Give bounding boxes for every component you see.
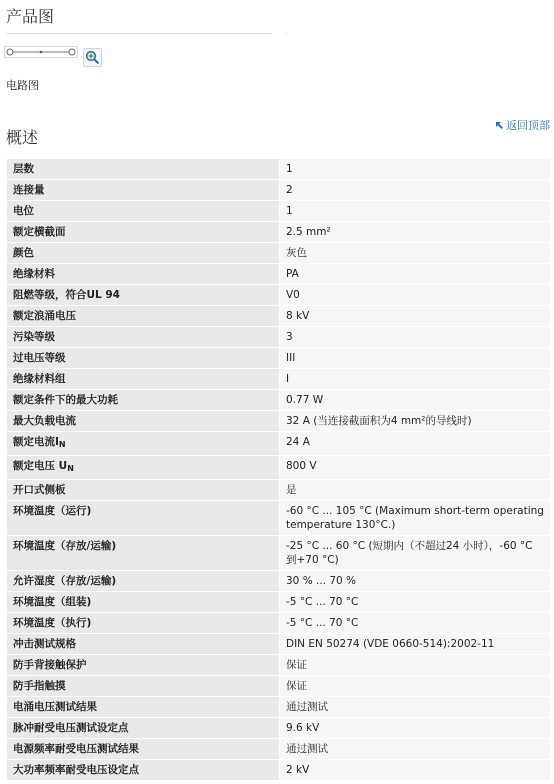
spec-key-text: 额定电流I [13,436,59,448]
spec-key-text: 环境温度（执行) [13,617,92,629]
spec-row [7,180,551,201]
spec-key [7,348,280,369]
spec-key [7,480,280,501]
spec-row [7,571,551,592]
spec-key-text: 连接量 [13,184,45,196]
spec-row [7,676,551,697]
spec-key-text: 防手指触摸 [13,680,66,692]
spec-key [7,739,280,760]
spec-key [7,592,280,613]
back-to-top-label: 返回顶部 [506,119,550,132]
spec-key-text: 最大负载电流 [13,415,76,427]
spec-value: 2 [280,180,551,201]
spec-key [7,456,280,480]
spec-value: -60 °C ... 105 °C (Maximum short-term operating temperature 130°C.) [280,501,551,536]
spec-key-text: 过电压等级 [13,352,66,364]
circuit-diagram-caption: 电路图 [6,79,39,92]
spec-key-text: 额定条件下的最大功耗 [13,394,118,406]
spec-key [7,264,280,285]
spec-row [7,739,551,760]
spec-key-text: 脉冲耐受电压测试设定点 [13,722,129,734]
spec-row [7,390,551,411]
specifications-table [6,158,551,781]
spec-key-text: 颜色 [13,247,34,259]
spec-row [7,613,551,634]
spec-key-subscript: N [58,440,66,449]
circuit-diagram-thumbnail[interactable] [4,45,78,59]
spec-key [7,222,280,243]
spec-key [7,369,280,390]
spec-key-text: 冲击测试规格 [13,638,76,650]
overview-title: 概述 [6,128,39,147]
spec-value: V0 [280,285,551,306]
spec-key-text: 环境温度（存放/运输) [13,540,117,552]
spec-row [7,411,551,432]
spec-value: 保证 [280,655,551,676]
spec-value: 8 kV [280,306,551,327]
spec-row [7,327,551,348]
spec-row [7,306,551,327]
spec-key [7,159,280,180]
spec-value: 32 A (当连接截面积为4 mm²的导线时) [280,411,551,432]
spec-value: 2.5 mm² [280,222,551,243]
spec-key [7,655,280,676]
spec-key [7,718,280,739]
spec-key-text: 防手背接触保护 [13,659,87,671]
spec-key [7,285,280,306]
spec-key-text: 环境温度（组装) [13,596,92,608]
spec-value: III [280,348,551,369]
spec-value: 0.77 W [280,390,551,411]
spec-key-text: 阻燃等级，符合UL 94 [13,289,120,301]
spec-row [7,159,551,180]
spec-row [7,369,551,390]
spec-row [7,432,551,456]
spec-key [7,760,280,781]
spec-value: I [280,369,551,390]
spec-key-text: 额定浪涌电压 [13,310,76,322]
title-divider [6,33,272,34]
spec-key [7,634,280,655]
spec-row [7,243,551,264]
spec-key [7,432,280,456]
magnifier-plus-icon [84,49,101,66]
spec-key-text: 电源频率耐受电压测试结果 [13,743,139,755]
spec-row [7,718,551,739]
spec-row [7,480,551,501]
spec-key-text: 电位 [13,205,34,217]
spec-value: 1 [280,201,551,222]
zoom-button[interactable] [83,48,102,67]
spec-key-text: 大功率频率耐受电压设定点 [13,764,139,776]
spec-key-text: 允许湿度（存放/运输) [13,575,117,587]
spec-key [7,390,280,411]
arrow-up-left-icon [495,121,504,130]
spec-key-text: 环境温度（运行) [13,505,92,517]
spec-key [7,571,280,592]
divider-mark [286,33,287,34]
product-images-title: 产品图 [6,7,55,26]
spec-row [7,456,551,480]
spec-row [7,201,551,222]
spec-value: 灰色 [280,243,551,264]
spec-row [7,655,551,676]
spec-row [7,697,551,718]
spec-value: -5 °C ... 70 °C [280,613,551,634]
spec-value: 2 kV [280,760,551,781]
spec-row [7,222,551,243]
spec-key-text: 绝缘材料组 [13,373,66,385]
spec-value: 通过测试 [280,739,551,760]
spec-key [7,201,280,222]
spec-key [7,306,280,327]
spec-key-text: 额定横截面 [13,226,66,238]
spec-key [7,697,280,718]
spec-key-text: 开口式侧板 [13,484,66,496]
back-to-top-link[interactable] [495,117,550,133]
spec-key [7,411,280,432]
spec-row [7,634,551,655]
spec-value: DIN EN 50274 (VDE 0660-514):2002-11 [280,634,551,655]
spec-value: 通过测试 [280,697,551,718]
spec-key [7,501,280,536]
spec-row [7,285,551,306]
spec-row [7,760,551,781]
spec-value: -25 °C ... 60 °C (短期内（不超过24 小时），-60 °C 到+70 °C) [280,536,551,571]
spec-value: -5 °C ... 70 °C [280,592,551,613]
spec-row [7,536,551,571]
spec-value: 3 [280,327,551,348]
spec-row [7,348,551,369]
spec-key [7,613,280,634]
spec-value: 30 % ... 70 % [280,571,551,592]
spec-key-text: 层数 [13,163,34,175]
spec-key [7,180,280,201]
spec-key [7,243,280,264]
spec-value: 1 [280,159,551,180]
spec-key-text: 绝缘材料 [13,268,55,280]
spec-value: PA [280,264,551,285]
spec-value: 9.6 kV [280,718,551,739]
spec-key-text: 污染等级 [13,331,55,343]
spec-row [7,501,551,536]
spec-value: 保证 [280,676,551,697]
spec-key-text: 电涌电压测试结果 [13,701,97,713]
spec-key [7,676,280,697]
spec-row [7,264,551,285]
spec-row [7,592,551,613]
spec-key [7,327,280,348]
spec-key-subscript: N [67,464,74,473]
spec-value: 是 [280,480,551,501]
spec-value: 24 A [280,432,551,456]
spec-value: 800 V [280,456,551,480]
spec-key [7,536,280,571]
spec-key-text: 额定电压 U [13,460,68,472]
